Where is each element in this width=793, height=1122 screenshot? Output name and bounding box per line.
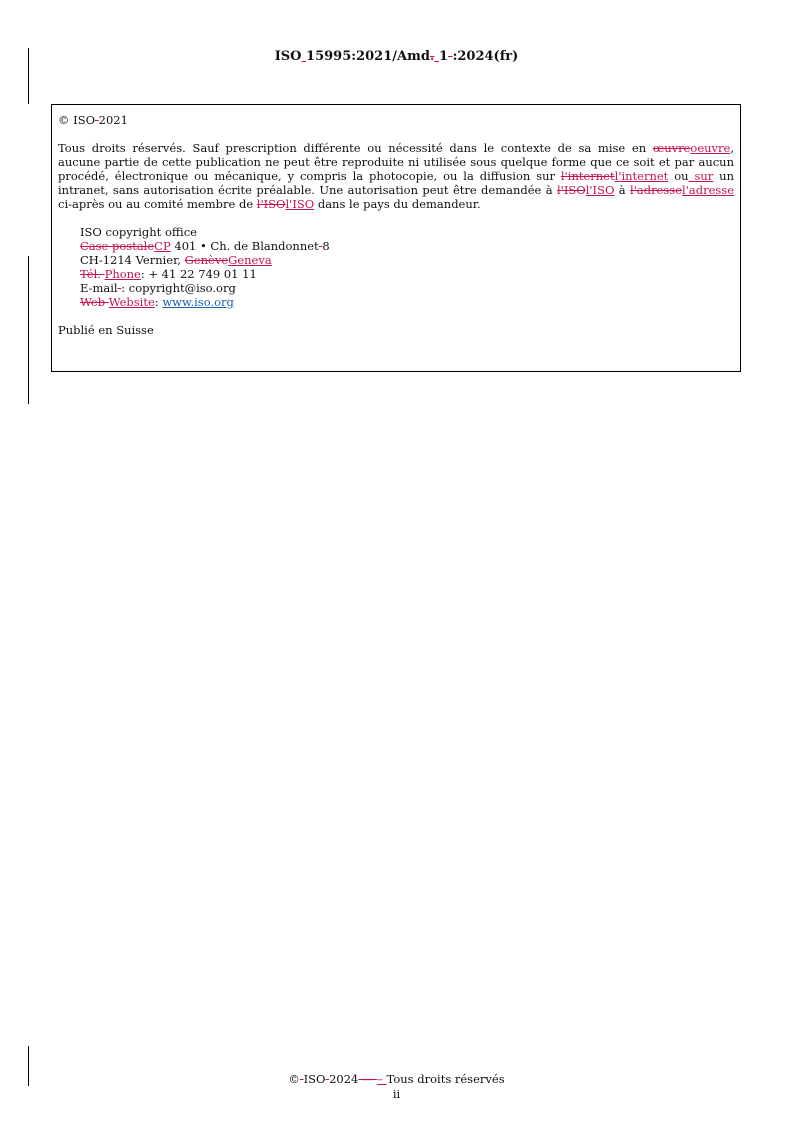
footer-copyright: © ISO 2024 — – Tous droits réservés <box>288 1072 505 1086</box>
postal-line: Case postaleCP 401 • Ch. de Blandonnet 8 <box>80 239 330 253</box>
published-in: Publié en Suisse <box>58 323 154 337</box>
email-line: E-mail : copyright@iso.org <box>80 281 236 295</box>
address-block <box>58 225 734 309</box>
website-link[interactable]: www.iso.org <box>162 295 234 309</box>
page-number: ii <box>392 1087 401 1101</box>
city-line: CH-1214 Vernier, GenèveGeneva <box>80 253 272 267</box>
copyright-box <box>51 104 741 372</box>
page-footer <box>0 1072 793 1102</box>
change-bar-middle <box>28 256 29 404</box>
rights-paragraph: Tous droits réservés. Sauf prescription différente ou nécessité dans le contexte de sa mise en œuvreoeuvre, aucune partie de cette publication ne peut être reproduite ni utilisée sous quelque forme que ce soit et par aucun procédé, électronique ou mécanique, y compris la photocopie, ou la diffusion sur l'internetl'internet ou sur un intranet, sans autorisation écrite préalable. Une autorisation peut être demandée à l'ISOl'ISO à l'adressel'adresse ci-après ou au comité membre de l'ISOl'ISO dans le pays du demandeur. <box>58 141 735 211</box>
document-title: ISO 15995:2021/Amd. 1 :2024(fr) <box>274 49 519 64</box>
office-line: ISO copyright office <box>80 225 197 239</box>
copyright-line: © ISO 2021 <box>58 113 128 127</box>
phone-line: Tél. Phone: + 41 22 749 01 11 <box>80 267 257 281</box>
website-line: Web Website: www.iso.org <box>80 295 234 309</box>
